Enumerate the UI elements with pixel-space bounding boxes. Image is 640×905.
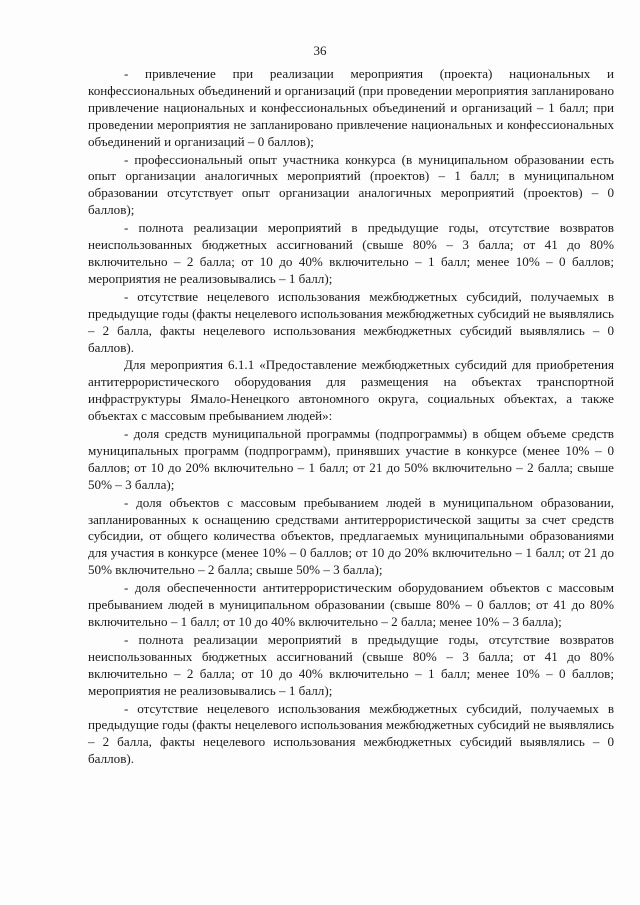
paragraph-criterion-misuse-2: - отсутствие нецелевого использования межбюджетных субсидий, получаемых в предыдущие годы (факты нецелевого использования межбюджетных субсидий не выявлялись – 2 балла, факты нецелевого использования межбюджетных субсидий выявлялись – 0 баллов). bbox=[88, 700, 614, 767]
paragraph-criterion-objects-share: - доля объектов с массовым пребыванием людей в муниципальном образовании, запланированных к оснащению средствами антитеррористической защиты за счет средств субсидии, от общего количества объектов, предлагаемых муниципальными образованиями для участия в конкурсе (менее 10% – 0 баллов; от 10 до 20% включительно – 1 балл; от 21 до 50% включительно – 2 балла; свыше 50% – 3 балла); bbox=[88, 494, 614, 578]
paragraph-criterion-completeness: - полнота реализации мероприятий в предыдущие годы, отсутствие возвратов неиспользованных бюджетных ассигнований (свыше 80% – 3 балла; от 41 до 80% включительно – 2 балла; от 10 до 40% включительно – 1 балл; менее 10% – 0 баллов; мероприятия не реализовывались – 1 балл); bbox=[88, 220, 614, 286]
page-number: 36 bbox=[313, 43, 327, 58]
paragraph-criterion-program-share: - доля средств муниципальной программы (подпрограммы) в общем объеме средств муниципальных программ (подпрограмм), принявших участие в конкурсе (менее 10% – 0 баллов; от 10 до 20% включительно – 1 балл; от 21 до 50% включительно – 2 балла; свыше 50% – 3 балла); bbox=[88, 426, 614, 492]
paragraph-criterion-completeness-2: - полнота реализации мероприятий в предыдущие годы, отсутствие возвратов неиспользованных бюджетных ассигнований (свыше 80% – 3 балла; от 41 до 80% включительно – 2 балла; от 10 до 40% включительно – 1 балл; менее 10% – 0 баллов; мероприятия не реализовывались – 1 балл); bbox=[88, 631, 614, 698]
paragraph-criterion-equipment-share: - доля обеспеченности антитеррористическим оборудованием объектов с массовым пребыванием людей в муниципальном образовании (свыше 80% – 0 баллов; от 41 до 80% включительно – 1 балл; от 10 до 40% включительно – 2 балла; менее 10% – 3 балла); bbox=[88, 580, 614, 629]
paragraph-criterion-experience: - профессиональный опыт участника конкурса (в муниципальном образовании есть опыт организации аналогичных мероприятий (проектов) – 1 балл; в муниципальном образовании отсутствует опыт организации аналогичных мероприятий (проектов) – 0 баллов); bbox=[88, 151, 614, 218]
document-body bbox=[88, 66, 614, 768]
paragraph-criterion-misuse: - отсутствие нецелевого использования межбюджетных субсидий, получаемых в предыдущие годы (факты нецелевого использования межбюджетных субсидий не выявлялись – 2 балла, факты нецелевого использования межбюджетных субсидий выявлялись – 0 баллов). bbox=[88, 288, 614, 355]
paragraph-criterion-involvement: - привлечение при реализации мероприятия (проекта) национальных и конфессиональных объединений и организаций (при проведении мероприятия запланировано привлечение национальных и конфессиональных объединений и организаций – 1 балл; при проведении мероприятия не запланировано привлечение национальных и конфессиональных объединений и организаций – 0 баллов); bbox=[88, 66, 614, 149]
paragraph-activity-6-1-1: Для мероприятия 6.1.1 «Предоставление межбюджетных субсидий для приобретения антитеррористического оборудования для размещения на объектах транспортной инфраструктуры Ямало-Ненецкого автономного округа, социальных объектах, а также объектах с массовым пребыванием людей»: bbox=[88, 357, 614, 424]
